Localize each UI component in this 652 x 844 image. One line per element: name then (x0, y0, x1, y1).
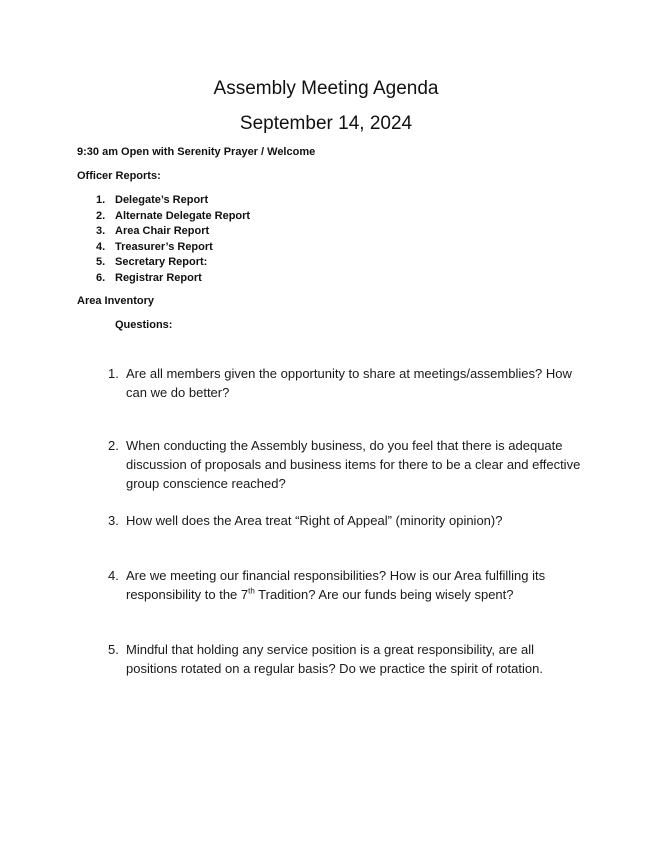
question-item (108, 436, 588, 493)
list-number: 5. (96, 256, 106, 268)
meeting-date: September 14, 2024 (239, 113, 413, 134)
superscript: th (248, 586, 255, 596)
list-number: 4. (96, 240, 106, 253)
report-label: Treasurer’s Report (115, 240, 213, 253)
question-item (108, 640, 588, 678)
list-number: 2. (96, 209, 106, 222)
opening-line: 9:30 am Open with Serenity Prayer / Welcome (77, 146, 316, 158)
question-number: 3. (108, 513, 119, 528)
question-text-part: Tradition? Are our funds being wisely spent? (254, 587, 514, 602)
question-number: 2. (108, 438, 119, 453)
officer-reports-list (96, 193, 250, 286)
list-item (96, 255, 250, 271)
question-item (108, 511, 588, 530)
question-text-part: Are we meeting our financial responsibilities? How is our Area fulfilling its responsibility to the 7 (126, 568, 546, 602)
question-number: 1. (108, 366, 119, 381)
report-label: Area Chair Report (115, 225, 210, 237)
list-number: 1. (96, 194, 106, 206)
list-item (96, 224, 250, 240)
list-item (96, 193, 250, 209)
list-item (96, 209, 250, 225)
page-title: Assembly Meeting Agenda (213, 78, 439, 99)
question-text: How well does the Area treat “Right of Appeal” (minority opinion)? (126, 513, 503, 528)
question-text: When conducting the Assembly business, do you feel that there is adequate discussion of proposals and business items for there to be a clear and effective group conscience reached? (126, 438, 581, 491)
report-label: Alternate Delegate Report (115, 209, 251, 222)
question-item (108, 364, 588, 402)
report-label: Registrar Report (115, 271, 202, 284)
list-number: 3. (96, 225, 106, 237)
question-text: Mindful that holding any service position is a great responsibility, are all positions rotated on a regular basis? Do we practice the spirit of rotation. (126, 642, 543, 676)
list-number: 6. (96, 271, 106, 284)
list-item (96, 240, 250, 256)
question-text: Are all members given the opportunity to share at meetings/assemblies? How can we do better? (126, 366, 572, 400)
area-inventory-heading: Area Inventory (77, 295, 155, 307)
report-label: Secretary Report: (115, 256, 208, 268)
report-label: Delegate’s Report (115, 194, 209, 206)
question-text (126, 566, 588, 604)
question-number: 5. (108, 642, 119, 657)
officer-reports-heading: Officer Reports: (77, 170, 161, 182)
list-item (96, 271, 250, 287)
question-number: 4. (108, 568, 119, 583)
question-item (108, 566, 588, 604)
questions-label: Questions: (115, 319, 173, 331)
